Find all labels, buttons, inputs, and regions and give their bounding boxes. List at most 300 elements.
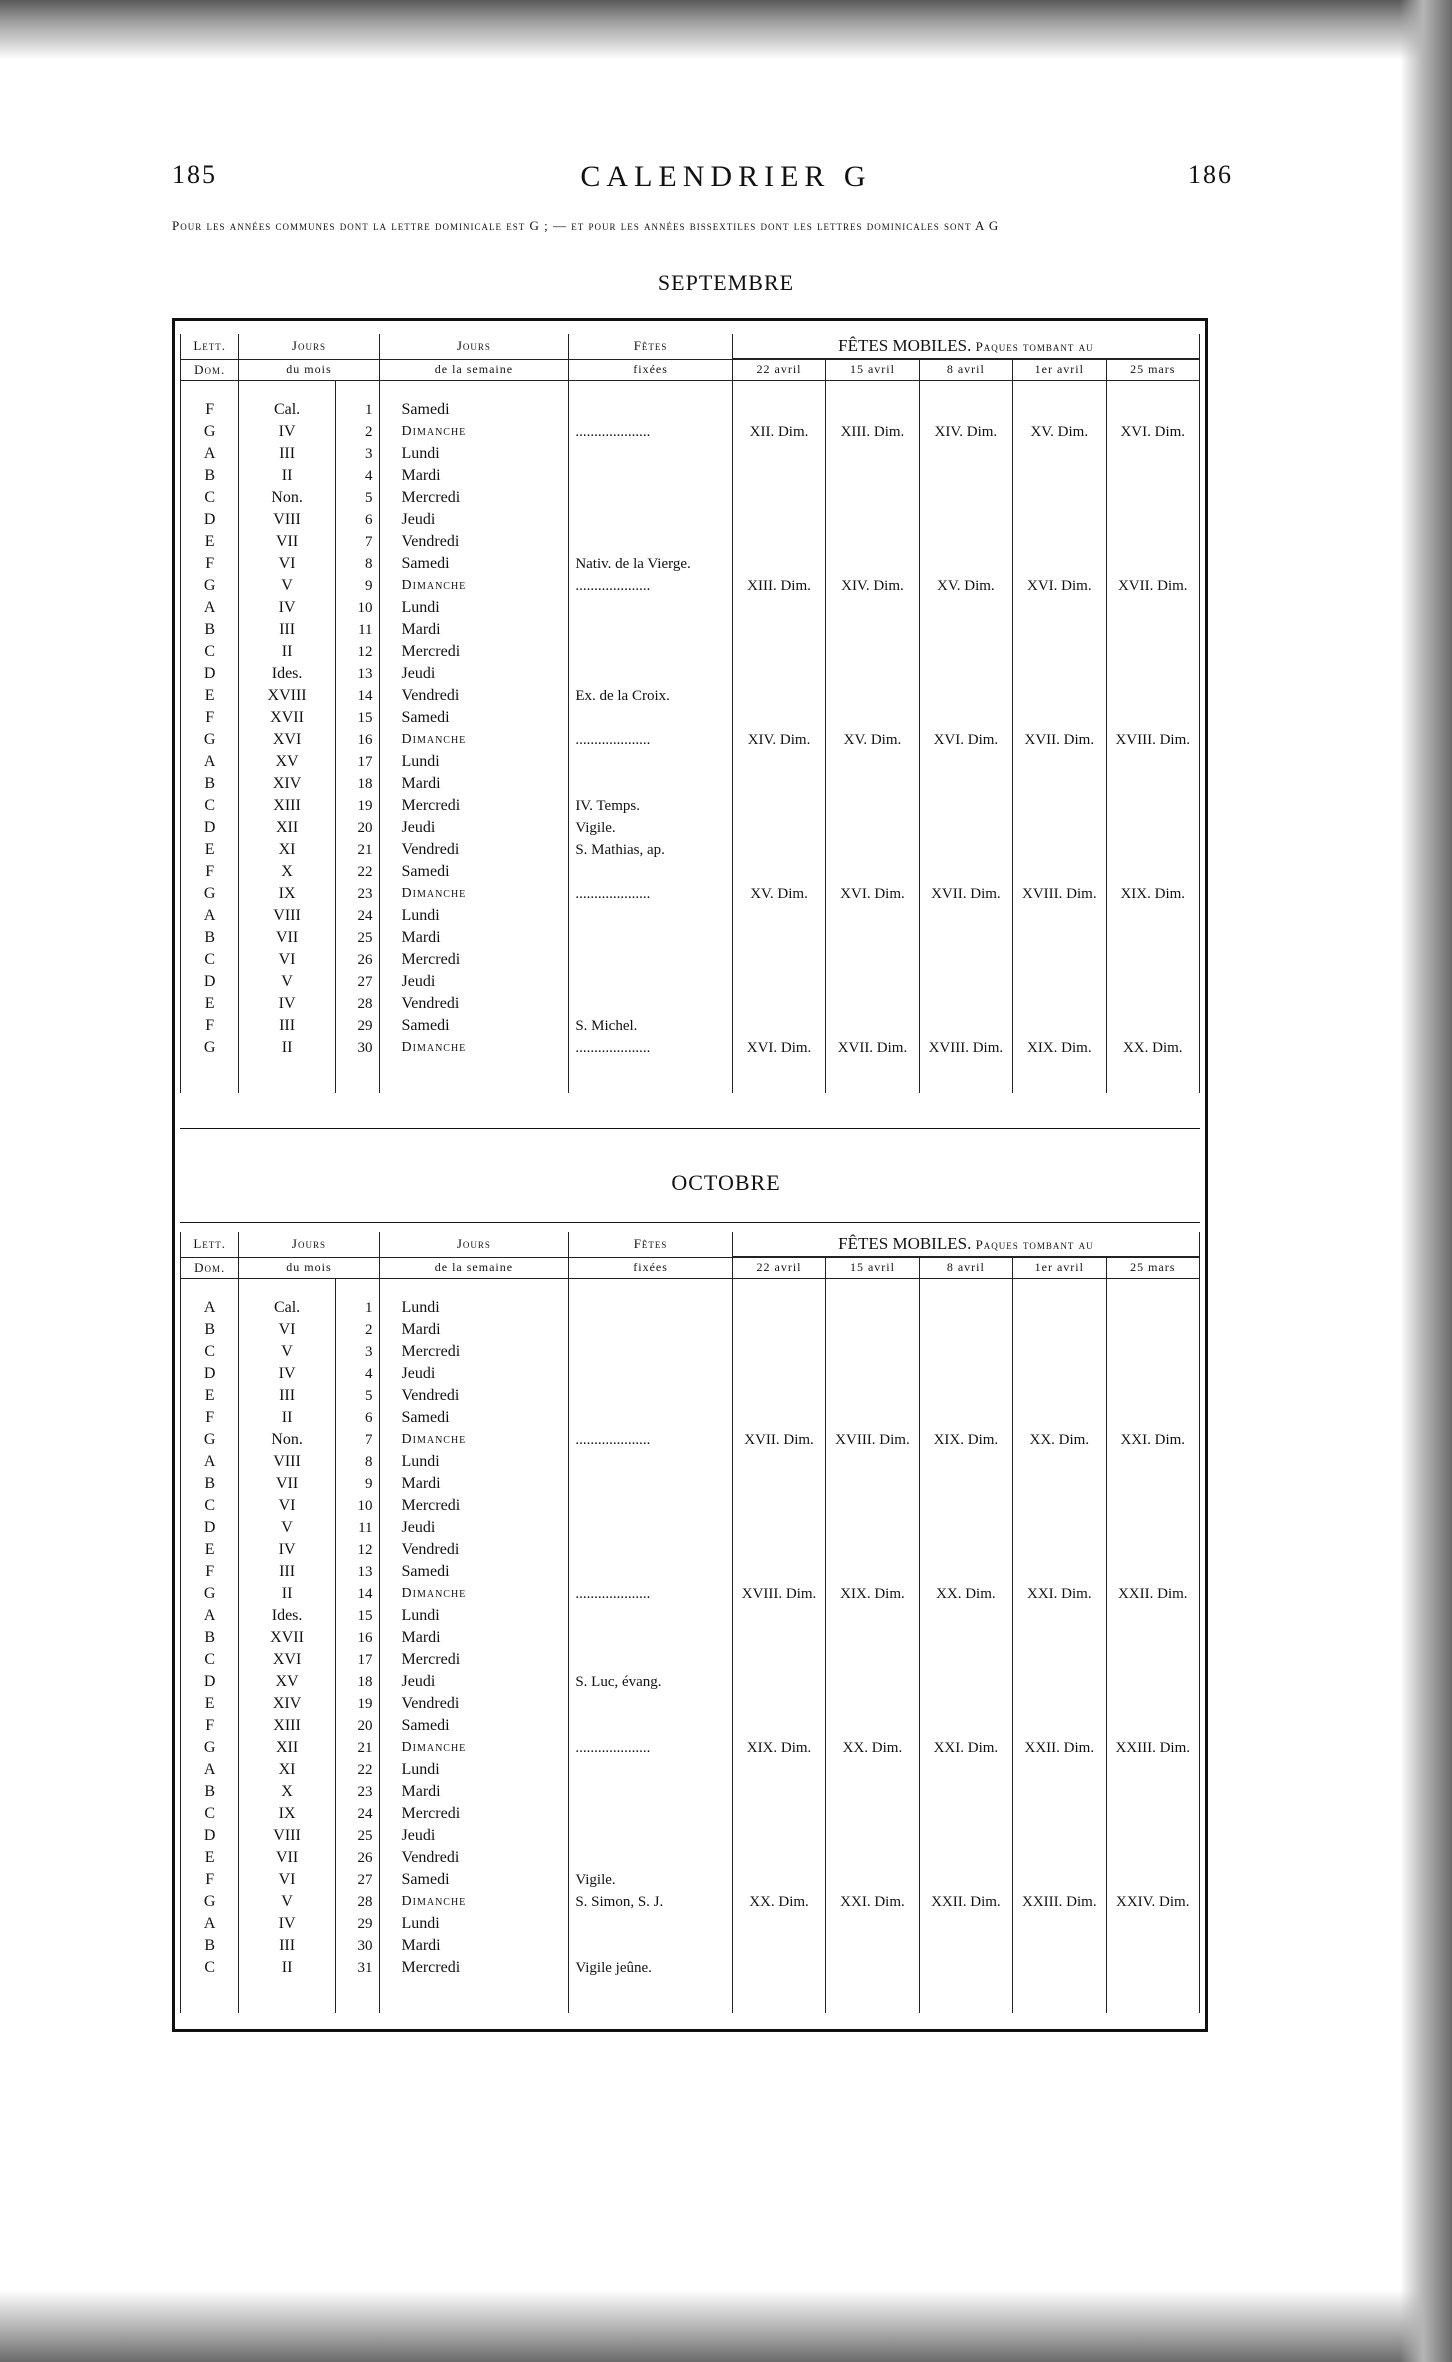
day-number: 16 <box>335 1627 379 1649</box>
table-row <box>181 1649 1200 1671</box>
weekday: Jeudi <box>379 817 569 839</box>
table-row <box>181 1627 1200 1649</box>
roman-date: II <box>239 1407 335 1429</box>
header-date-0: 22 avril <box>732 1257 825 1278</box>
day-number: 9 <box>335 1473 379 1495</box>
mobile-feast-2 <box>919 1759 1012 1781</box>
table-row <box>181 1495 1200 1517</box>
fixed-feast: .................... <box>569 883 733 905</box>
roman-date: V <box>239 1517 335 1539</box>
mobile-feast-3 <box>1013 1451 1106 1473</box>
mobile-feast-3 <box>1013 1781 1106 1803</box>
mobile-feast-4 <box>1106 839 1200 861</box>
mobile-feast-1 <box>826 465 919 487</box>
mobile-feast-1 <box>826 1473 919 1495</box>
mobile-feast-1 <box>826 1649 919 1671</box>
mobile-feast-3 <box>1013 905 1106 927</box>
mobile-feast-0 <box>732 1473 825 1495</box>
roman-date: II <box>239 1583 335 1605</box>
mobile-feast-4 <box>1106 597 1200 619</box>
roman-date: XI <box>239 1759 335 1781</box>
mobile-feast-0 <box>732 1957 825 1979</box>
mobile-feast-1 <box>826 597 919 619</box>
mobile-feast-0 <box>732 1715 825 1737</box>
mobile-feast-3 <box>1013 1605 1106 1627</box>
mobile-feast-0 <box>732 927 825 949</box>
day-number: 19 <box>335 1693 379 1715</box>
mobile-feast-0 <box>732 817 825 839</box>
dominical-letter: B <box>181 1935 239 1957</box>
fixed-feast: Ex. de la Croix. <box>569 685 733 707</box>
fixed-feast <box>569 1407 733 1429</box>
table-row <box>181 1957 1200 1979</box>
roman-date: Ides. <box>239 1605 335 1627</box>
weekday: Lundi <box>379 1605 569 1627</box>
mobile-feast-4 <box>1106 751 1200 773</box>
mobile-feast-3: XXIII. Dim. <box>1013 1891 1106 1913</box>
mobile-feast-4 <box>1106 905 1200 927</box>
mobile-feast-2 <box>919 1363 1012 1385</box>
mobile-feast-2 <box>919 1473 1012 1495</box>
mobile-feast-1 <box>826 663 919 685</box>
roman-date: X <box>239 1781 335 1803</box>
mobile-feast-2 <box>919 1847 1012 1869</box>
mobile-feast-2 <box>919 1517 1012 1539</box>
weekday: Samedi <box>379 861 569 883</box>
table-row <box>181 1891 1200 1913</box>
table-row <box>181 597 1200 619</box>
weekday: Dimanche <box>379 729 569 751</box>
mobile-feast-0 <box>732 1781 825 1803</box>
header-fixees: fixées <box>569 359 733 380</box>
dominical-letter: A <box>181 443 239 465</box>
mobile-feast-0 <box>732 905 825 927</box>
header-du-mois: du mois <box>239 359 379 380</box>
day-number: 4 <box>335 465 379 487</box>
weekday: Mercredi <box>379 487 569 509</box>
table-row <box>181 1583 1200 1605</box>
table-row <box>181 1759 1200 1781</box>
table-row <box>181 1803 1200 1825</box>
header-row <box>181 1257 1200 1278</box>
roman-date: II <box>239 641 335 663</box>
fixed-feast <box>569 509 733 531</box>
mobile-feast-3 <box>1013 685 1106 707</box>
mobile-feast-1 <box>826 1605 919 1627</box>
roman-date: Non. <box>239 487 335 509</box>
mobile-feast-4 <box>1106 553 1200 575</box>
day-number: 27 <box>335 1869 379 1891</box>
mobile-feast-4: XXI. Dim. <box>1106 1429 1200 1451</box>
dominical-letter: A <box>181 1451 239 1473</box>
mobile-feast-0 <box>732 1495 825 1517</box>
header-jours-mois: Jours <box>239 1232 379 1257</box>
mobile-feast-1 <box>826 707 919 729</box>
weekday: Dimanche <box>379 883 569 905</box>
mobile-feast-2 <box>919 1715 1012 1737</box>
dominical-letter: C <box>181 795 239 817</box>
fixed-feast <box>569 773 733 795</box>
dominical-letter: E <box>181 1385 239 1407</box>
page-number-left: 185 <box>172 160 217 189</box>
mobile-feast-4 <box>1106 1473 1200 1495</box>
month-heading-october: OCTOBRE <box>671 1170 781 1195</box>
roman-date: IV <box>239 1539 335 1561</box>
table-row <box>181 729 1200 751</box>
september-table <box>180 334 1200 1093</box>
mobile-feast-3: XXII. Dim. <box>1013 1737 1106 1759</box>
mobile-feast-1 <box>826 553 919 575</box>
fixed-feast <box>569 1913 733 1935</box>
weekday: Lundi <box>379 443 569 465</box>
fixed-feast <box>569 1539 733 1561</box>
day-number: 1 <box>335 1297 379 1319</box>
day-number: 12 <box>335 641 379 663</box>
roman-date: XIII <box>239 795 335 817</box>
mobile-feast-2 <box>919 1803 1012 1825</box>
weekday: Mardi <box>379 1781 569 1803</box>
day-number: 25 <box>335 927 379 949</box>
roman-date: III <box>239 1935 335 1957</box>
roman-date: III <box>239 1015 335 1037</box>
weekday: Jeudi <box>379 1363 569 1385</box>
day-number: 18 <box>335 773 379 795</box>
header-row <box>181 334 1200 359</box>
mobile-feast-2: XV. Dim. <box>919 575 1012 597</box>
weekday: Dimanche <box>379 1891 569 1913</box>
mobile-feast-3: XXI. Dim. <box>1013 1583 1106 1605</box>
mobile-feast-1 <box>826 1847 919 1869</box>
weekday: Vendredi <box>379 531 569 553</box>
table-row <box>181 399 1200 421</box>
mobile-feast-2 <box>919 1913 1012 1935</box>
dominical-letter: G <box>181 1429 239 1451</box>
roman-date: Cal. <box>239 399 335 421</box>
weekday: Mercredi <box>379 949 569 971</box>
mobile-feast-3 <box>1013 1539 1106 1561</box>
roman-date: Cal. <box>239 1297 335 1319</box>
dominical-letter: G <box>181 1891 239 1913</box>
mobile-feast-1 <box>826 531 919 553</box>
mobile-feast-3 <box>1013 1759 1106 1781</box>
mobile-feast-1 <box>826 1297 919 1319</box>
mobile-feast-1 <box>826 971 919 993</box>
dominical-letter: G <box>181 575 239 597</box>
dominical-letter: F <box>181 1715 239 1737</box>
header-fetes-mobiles <box>732 334 1199 359</box>
fixed-feast: S. Michel. <box>569 1015 733 1037</box>
mobile-feast-1: XVIII. Dim. <box>826 1429 919 1451</box>
mobile-feast-3 <box>1013 1671 1106 1693</box>
mobile-feast-2 <box>919 399 1012 421</box>
mobile-feast-4 <box>1106 1605 1200 1627</box>
weekday: Mercredi <box>379 1803 569 1825</box>
table-row <box>181 1341 1200 1363</box>
roman-date: VIII <box>239 509 335 531</box>
mobile-feast-3 <box>1013 1803 1106 1825</box>
mobile-feast-3: XVIII. Dim. <box>1013 883 1106 905</box>
table-row <box>181 1715 1200 1737</box>
mobile-feast-2 <box>919 663 1012 685</box>
mobile-feast-0 <box>732 1297 825 1319</box>
mobile-feast-4 <box>1106 1627 1200 1649</box>
mobile-feast-3 <box>1013 949 1106 971</box>
fixed-feast: S. Luc, évang. <box>569 1671 733 1693</box>
mobile-feast-1 <box>826 1015 919 1037</box>
fixed-feast: Vigile jeûne. <box>569 1957 733 1979</box>
fixed-feast <box>569 1605 733 1627</box>
table-row <box>181 751 1200 773</box>
fixed-feast <box>569 1473 733 1495</box>
mobile-feast-4: XVIII. Dim. <box>1106 729 1200 751</box>
day-number: 29 <box>335 1015 379 1037</box>
mobile-feast-2: XXII. Dim. <box>919 1891 1012 1913</box>
mobile-feast-0 <box>732 773 825 795</box>
dominical-letter: F <box>181 553 239 575</box>
fixed-feast <box>569 1715 733 1737</box>
page-number-right: 186 <box>1188 160 1233 189</box>
mobile-feast-0 <box>732 1517 825 1539</box>
mobile-feast-4 <box>1106 1957 1200 1979</box>
fixed-feast <box>569 707 733 729</box>
roman-date: VIII <box>239 1451 335 1473</box>
fixed-feast <box>569 597 733 619</box>
mobile-feast-4 <box>1106 1385 1200 1407</box>
fixed-feast <box>569 399 733 421</box>
mobile-feast-2 <box>919 1869 1012 1891</box>
mobile-feast-0 <box>732 685 825 707</box>
table-row <box>181 883 1200 905</box>
table-row <box>181 773 1200 795</box>
mobile-feast-2 <box>919 1319 1012 1341</box>
fixed-feast <box>569 465 733 487</box>
day-number: 5 <box>335 487 379 509</box>
mobile-feast-4 <box>1106 487 1200 509</box>
mobile-feast-2 <box>919 1649 1012 1671</box>
mobile-feast-2: XX. Dim. <box>919 1583 1012 1605</box>
weekday: Mercredi <box>379 795 569 817</box>
table-row <box>181 1473 1200 1495</box>
roman-date: Ides. <box>239 663 335 685</box>
mobile-feast-0 <box>732 1539 825 1561</box>
mobile-feast-0 <box>732 1847 825 1869</box>
mobile-feast-1 <box>826 751 919 773</box>
section-divider <box>180 1222 1200 1223</box>
mobile-feast-4 <box>1106 1451 1200 1473</box>
mobile-feast-2 <box>919 1539 1012 1561</box>
mobile-feast-2 <box>919 1341 1012 1363</box>
mobile-feast-4: XXII. Dim. <box>1106 1583 1200 1605</box>
fixed-feast <box>569 1451 733 1473</box>
dominical-letter: G <box>181 1737 239 1759</box>
mobile-feast-2 <box>919 641 1012 663</box>
day-number: 21 <box>335 1737 379 1759</box>
mobile-feast-0: XIII. Dim. <box>732 575 825 597</box>
mobile-feast-2 <box>919 465 1012 487</box>
fixed-feast: Nativ. de la Vierge. <box>569 553 733 575</box>
fixed-feast <box>569 861 733 883</box>
mobile-feast-1: XV. Dim. <box>826 729 919 751</box>
mobile-feast-1 <box>826 1759 919 1781</box>
day-number: 24 <box>335 1803 379 1825</box>
mobile-feast-1 <box>826 927 919 949</box>
weekday: Mercredi <box>379 1957 569 1979</box>
mobile-feast-3 <box>1013 1319 1106 1341</box>
weekday: Samedi <box>379 1407 569 1429</box>
mobile-feast-4 <box>1106 817 1200 839</box>
roman-date: III <box>239 1561 335 1583</box>
mobile-feast-2 <box>919 619 1012 641</box>
day-number: 26 <box>335 1847 379 1869</box>
mobile-feast-0 <box>732 1627 825 1649</box>
mobile-feast-2 <box>919 927 1012 949</box>
dominical-letter: D <box>181 509 239 531</box>
day-number: 3 <box>335 1341 379 1363</box>
mobile-feast-1 <box>826 1957 919 1979</box>
header-fixees: fixées <box>569 1257 733 1278</box>
roman-date: VIII <box>239 905 335 927</box>
mobile-feast-0 <box>732 597 825 619</box>
weekday: Jeudi <box>379 1825 569 1847</box>
day-number: 19 <box>335 795 379 817</box>
fixed-feast: .................... <box>569 729 733 751</box>
weekday: Jeudi <box>379 971 569 993</box>
table-row <box>181 619 1200 641</box>
fixed-feast <box>569 993 733 1015</box>
mobile-feast-4 <box>1106 1913 1200 1935</box>
paques-label: Paques tombant au <box>975 339 1094 354</box>
weekday: Vendredi <box>379 1847 569 1869</box>
table-row <box>181 465 1200 487</box>
fixed-feast <box>569 1627 733 1649</box>
fixed-feast: Vigile. <box>569 817 733 839</box>
paques-label: Paques tombant au <box>975 1237 1094 1252</box>
day-number: 7 <box>335 1429 379 1451</box>
table-row <box>181 861 1200 883</box>
mobile-feast-3 <box>1013 1957 1106 1979</box>
table-row <box>181 1869 1200 1891</box>
roman-date: XV <box>239 1671 335 1693</box>
dominical-letter: F <box>181 1869 239 1891</box>
fixed-feast <box>569 1649 733 1671</box>
fixed-feast <box>569 1781 733 1803</box>
mobile-feast-2: XVI. Dim. <box>919 729 1012 751</box>
mobile-feast-2 <box>919 1385 1012 1407</box>
day-number: 10 <box>335 597 379 619</box>
dominical-letter: B <box>181 1627 239 1649</box>
fixed-feast: .................... <box>569 1737 733 1759</box>
weekday: Samedi <box>379 399 569 421</box>
mobile-feast-3 <box>1013 509 1106 531</box>
mobile-feast-2: XVII. Dim. <box>919 883 1012 905</box>
header-de-la-semaine: de la semaine <box>379 1257 569 1278</box>
weekday: Jeudi <box>379 1517 569 1539</box>
table-row <box>181 443 1200 465</box>
fixed-feast <box>569 1341 733 1363</box>
roman-date: VI <box>239 553 335 575</box>
mobile-feast-4 <box>1106 1341 1200 1363</box>
dominical-letter: G <box>181 1037 239 1059</box>
roman-date: IV <box>239 993 335 1015</box>
weekday: Dimanche <box>379 1037 569 1059</box>
mobile-feast-3 <box>1013 1363 1106 1385</box>
mobile-feast-1 <box>826 1451 919 1473</box>
mobile-feast-1: XIV. Dim. <box>826 575 919 597</box>
mobile-feast-1 <box>826 773 919 795</box>
mobile-feast-3 <box>1013 663 1106 685</box>
table-row <box>181 1737 1200 1759</box>
fixed-feast: S. Simon, S. J. <box>569 1891 733 1913</box>
roman-date: VII <box>239 531 335 553</box>
mobile-feast-0 <box>732 1869 825 1891</box>
mobile-feast-4 <box>1106 949 1200 971</box>
mobile-feast-2 <box>919 553 1012 575</box>
mobile-feast-4 <box>1106 619 1200 641</box>
mobile-feast-2 <box>919 905 1012 927</box>
day-number: 23 <box>335 883 379 905</box>
fetes-mobiles-label: FÊTES MOBILES. <box>838 336 972 355</box>
day-number: 14 <box>335 685 379 707</box>
roman-date: III <box>239 1385 335 1407</box>
mobile-feast-3 <box>1013 1407 1106 1429</box>
mobile-feast-0 <box>732 1825 825 1847</box>
dominical-letter: C <box>181 1803 239 1825</box>
dominical-letter: C <box>181 1649 239 1671</box>
table-row <box>181 509 1200 531</box>
table-row <box>181 905 1200 927</box>
weekday: Lundi <box>379 905 569 927</box>
dominical-letter: C <box>181 1495 239 1517</box>
fixed-feast: S. Mathias, ap. <box>569 839 733 861</box>
mobile-feast-4 <box>1106 1693 1200 1715</box>
day-number: 23 <box>335 1781 379 1803</box>
fixed-feast <box>569 971 733 993</box>
day-number: 21 <box>335 839 379 861</box>
dominical-letter: C <box>181 1957 239 1979</box>
mobile-feast-2 <box>919 861 1012 883</box>
mobile-feast-0: XII. Dim. <box>732 421 825 443</box>
mobile-feast-4 <box>1106 1825 1200 1847</box>
mobile-feast-4 <box>1106 1517 1200 1539</box>
mobile-feast-1 <box>826 949 919 971</box>
roman-date: IV <box>239 597 335 619</box>
mobile-feast-0 <box>732 1649 825 1671</box>
mobile-feast-3 <box>1013 1561 1106 1583</box>
fixed-feast <box>569 1847 733 1869</box>
mobile-feast-1 <box>826 399 919 421</box>
day-number: 24 <box>335 905 379 927</box>
weekday: Dimanche <box>379 1583 569 1605</box>
dominical-letter: C <box>181 487 239 509</box>
mobile-feast-0 <box>732 1913 825 1935</box>
mobile-feast-1 <box>826 1363 919 1385</box>
day-number: 12 <box>335 1539 379 1561</box>
header-de-la-semaine: de la semaine <box>379 359 569 380</box>
table-row <box>181 1385 1200 1407</box>
mobile-feast-1 <box>826 1671 919 1693</box>
mobile-feast-4 <box>1106 795 1200 817</box>
table-row <box>181 553 1200 575</box>
mobile-feast-1: XXI. Dim. <box>826 1891 919 1913</box>
roman-date: VI <box>239 1869 335 1891</box>
mobile-feast-3 <box>1013 1385 1106 1407</box>
mobile-feast-0: XIX. Dim. <box>732 1737 825 1759</box>
day-number: 15 <box>335 1605 379 1627</box>
weekday: Vendredi <box>379 1385 569 1407</box>
dominical-letter: A <box>181 1605 239 1627</box>
day-number: 20 <box>335 1715 379 1737</box>
dominical-letter: B <box>181 1319 239 1341</box>
